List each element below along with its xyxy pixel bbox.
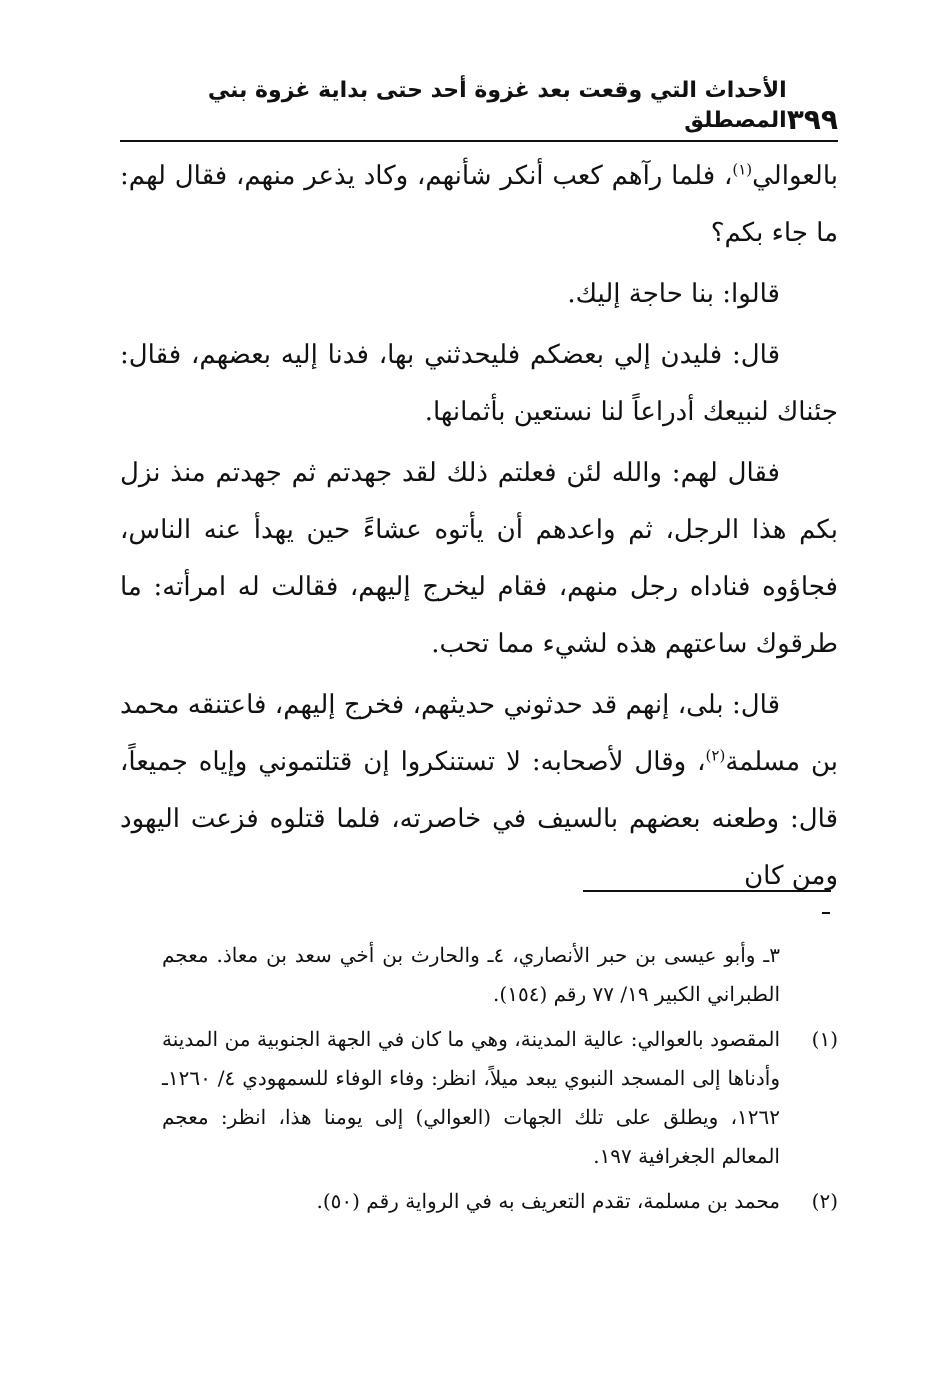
footnote-ref-1: (١) <box>732 160 753 179</box>
paragraph-2: قالوا: بنا حاجة إليك. <box>567 279 780 309</box>
paragraph-1-rest: ، فلما رآهم كعب أنكر شأنهم، وكاد يذعر منهم، فقال لهم: ما جاء بكم؟ <box>120 161 838 248</box>
footnote-continuation: ٣ـ وأبو عيسى بن حبر الأنصاري، ٤ـ والحارث بن أخي سعد بن معاذ. معجم الطبراني الكبير ١٩/ ٧٧ رقم (١٥٤). <box>162 943 780 1006</box>
paragraph-4: فقال لهم: والله لئن فعلتم ذلك لقد جهدتم ثم جهدتم منذ نزل بكم هذا الرجل، ثم واعدهم أن يأتوه عشاءً حين يهدأ عنه الناس، فجاؤوه فناداه رجل منهم، فقام ليخرج إليهم، فقالت له امرأته: ما طرقوك ساعتهم هذه لشيء مما تحب. <box>120 458 838 659</box>
page-header <box>120 78 838 142</box>
footnote-text: المقصود بالعوالي: عالية المدينة، وهي ما كان في الجهة الجنوبية من المدينة وأدناها إلى المسجد النبوي يبعد ميلاً، انظر: وفاء الوفاء للسمهودي ٤/ ١٢٦٠ـ ١٢٦٢، ويطلق على تلك الجهات (العوالي) إلى يومنا هذا، انظر: معجم المعالم الجغرافية ١٩٧. <box>162 1027 780 1168</box>
footnote-2 <box>162 1182 838 1221</box>
footnote-divider <box>583 890 831 892</box>
paragraph-1 <box>120 148 838 262</box>
main-text <box>120 148 838 909</box>
paragraph-1-start: بالعوالي <box>752 161 838 191</box>
footnote-number: (٢) <box>811 1189 838 1213</box>
footnote-text: محمد بن مسلمة، تقدم التعريف به في الرواية رقم (٥٠). <box>316 1189 780 1213</box>
paragraph-3: قال: فليدن إلي بعضكم فليحدثني بها، فدنا إليه بعضهم، فقال: جئناك لنبيعك أدراعاً لنا نستعين بأثمانها. <box>120 340 838 427</box>
footnote-1 <box>162 1020 838 1176</box>
footnote-number: (١) <box>811 1027 838 1051</box>
footnote-continuation-mark <box>822 912 830 914</box>
paragraph-5-start: قال: بلى، إنهم قد حدثوني حديثهم، فخرج إليهم، فاعتنقه محمد بن مسلمة <box>120 690 838 777</box>
page-number: ٣٩٩ <box>786 103 838 136</box>
footnote-ref-2: (٢) <box>705 746 726 765</box>
footnotes <box>120 936 838 1227</box>
paragraph-5 <box>120 677 838 905</box>
paragraph-5-rest: ، وقال لأصحابه: لا تستنكروا إن قتلتموني وإياه جميعاً، قال: وطعنه بعضهم بالسيف في خاصرته، فلما قتلوه فزعت اليهود ومن كان <box>120 747 838 891</box>
running-title: الأحداث التي وقعت بعد غزوة أحد حتى بداية غزوة بني المصطلق <box>207 78 787 133</box>
